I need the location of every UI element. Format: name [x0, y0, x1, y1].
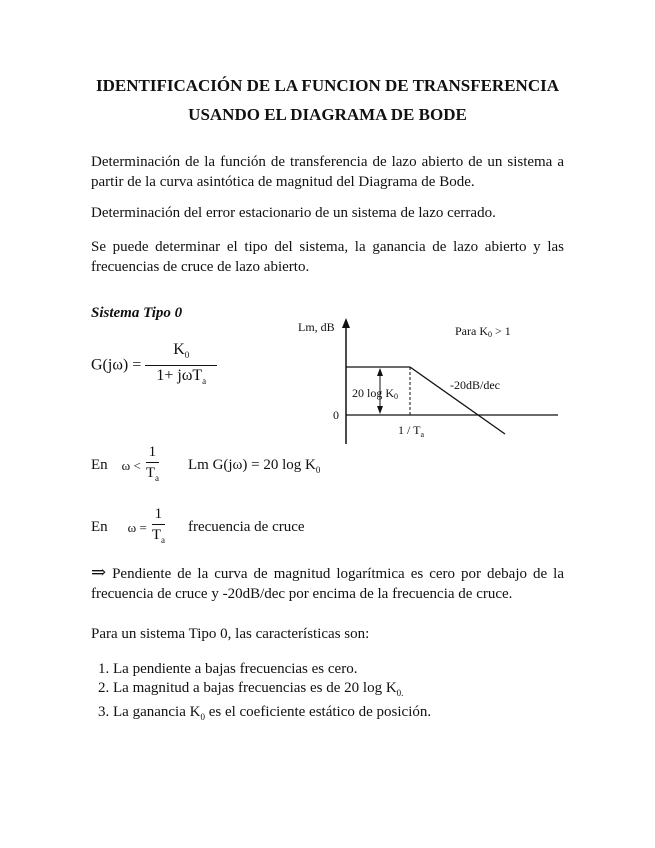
condition-1 — [91, 443, 320, 488]
one-over-ta — [143, 443, 162, 488]
list-item — [113, 703, 431, 727]
lm-result-sub: 0 — [315, 464, 321, 475]
tf-lhs: G(jω) = — [91, 356, 142, 374]
item-text-after: es el coeficiente estático de posición. — [204, 704, 432, 720]
title-line-2: USANDO EL DIAGRAMA DE BODE — [188, 105, 467, 124]
zero-label: 0 — [333, 408, 339, 422]
gain-label: 20 log K0 — [352, 386, 398, 401]
transfer-function — [91, 340, 217, 391]
list-item: 1. La pendiente a bajas frecuencias es cero. — [113, 660, 431, 679]
lm-result — [188, 457, 320, 475]
corner-label: $1 / T_a$ — [398, 423, 425, 439]
section-heading: Sistema Tipo 0 — [91, 305, 183, 321]
arrow-down-icon — [377, 406, 383, 414]
implication-text: Pendiente de la curva de magnitud logarítmica es cero por debajo de la frecuencia de cruce y -20dB/dec por encima de la frecuencia de cruce. — [91, 566, 564, 602]
omega-equal: ω = — [127, 519, 147, 535]
paragraph-1: Determinación de la función de transferencia de lazo abierto de un sistema a partir de la curva asintótica de magnitud del Diagrama de Bode. — [91, 154, 564, 190]
paragraph-3: Se puede determinar el tipo del sistema, la ganancia de lazo abierto y las frecuencias de cruce de lazo abierto. — [91, 239, 564, 275]
title-line-1: IDENTIFICACIÓN DE LA FUNCION DE TRANSFERENCIA — [95, 76, 559, 95]
en-label: En — [91, 457, 108, 473]
paragraph-2: Determinación del error estacionario de un sistema de lazo cerrado. — [91, 205, 496, 221]
frac-den-sub: a — [154, 473, 159, 483]
one-over-ta — [149, 505, 168, 550]
frac-den: T — [151, 527, 161, 543]
tf-den-sub: a — [202, 376, 207, 387]
y-axis-label: Lm, dB — [298, 320, 335, 334]
item-text: La ganancia K — [113, 704, 201, 720]
tf-denominator: 1+ jωT — [156, 367, 203, 385]
y-axis-arrow-icon — [342, 318, 350, 328]
frac-den-sub: a — [160, 535, 165, 545]
frac-num: 1 — [146, 443, 160, 463]
crossover-label: frecuencia de cruce — [187, 519, 305, 535]
list-item — [113, 679, 431, 703]
implication-paragraph — [91, 562, 564, 604]
omega-less: ω < — [121, 457, 141, 473]
en-label: En — [91, 519, 108, 535]
tf-fraction — [145, 340, 217, 391]
characteristics-list — [91, 660, 431, 727]
item-text: La magnitud a bajas frecuencias es de 20 log K — [113, 680, 397, 696]
condition-2 — [91, 505, 305, 550]
tf-numerator: K — [173, 341, 185, 358]
lm-result-text: Lm G(jω) = 20 log K — [187, 456, 316, 473]
tf-num-sub: 0 — [184, 350, 190, 361]
frac-num: 1 — [152, 505, 166, 525]
implies-arrow-icon: ⇒ — [91, 562, 107, 582]
characteristics-intro: Para un sistema Tipo 0, las características son: — [91, 626, 370, 642]
arrow-up-icon — [377, 368, 383, 376]
condition-label: Para K0 > 1 — [455, 324, 511, 339]
slope-label: -20dB/dec — [450, 378, 500, 392]
bode-diagram — [290, 310, 580, 450]
item-sub: 0. — [396, 688, 404, 698]
frac-den: T — [145, 465, 155, 481]
item-sub: 0 — [200, 712, 205, 722]
